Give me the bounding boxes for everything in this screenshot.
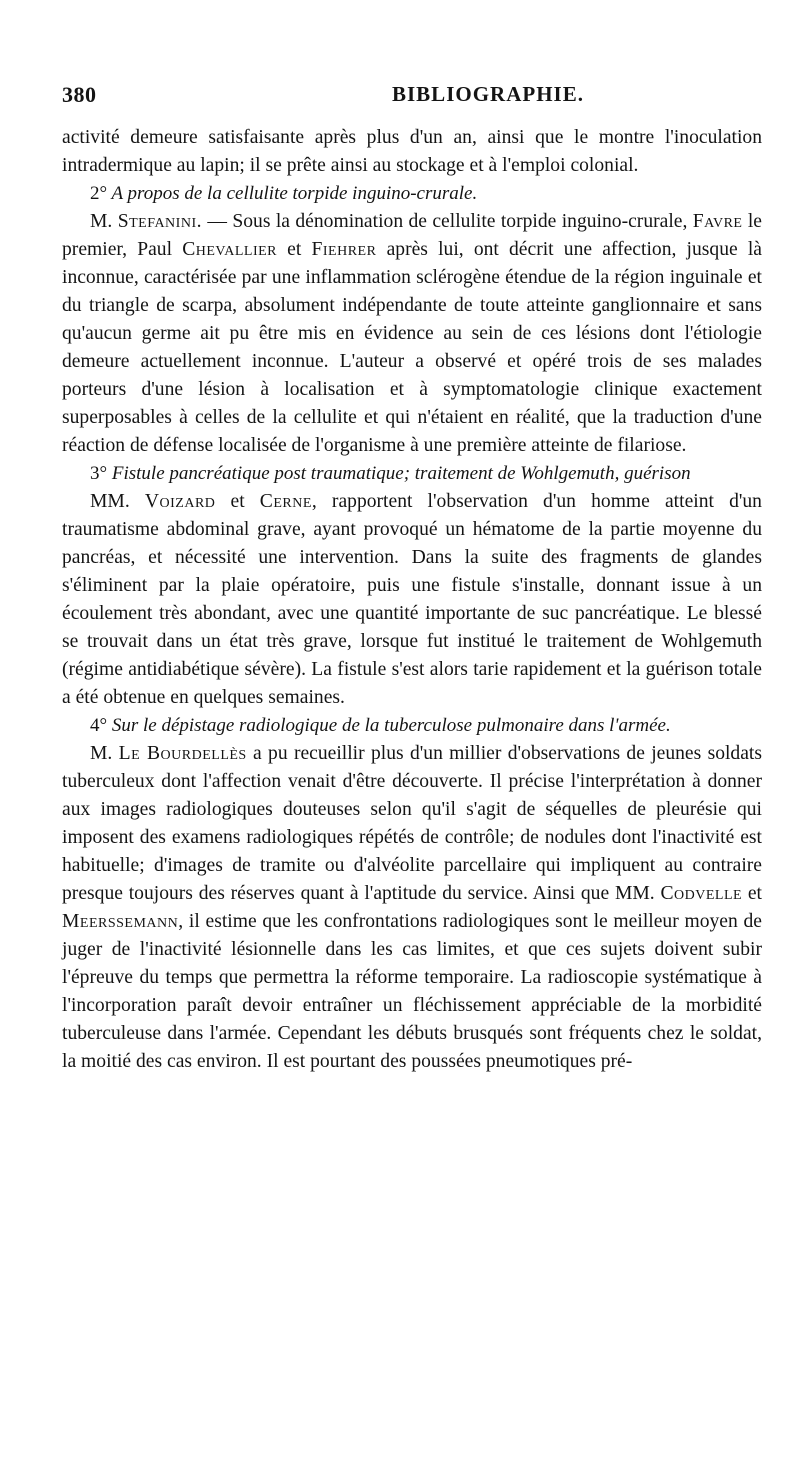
- section-title: A propos de la cellulite torpide inguino-crurale.: [111, 183, 478, 204]
- text-run: , rapportent l'observation d'un homme atteint d'un traumatisme abdominal grave, ayant provoqué un hématome de la partie moyenne du pancréas, et nécessité une intervention. Dans la suite des fragments de glandes s'éliminent par la plaie opératoire, puis une fistule s'installe, donnant issue à un écoulement très abondant, avec une quantité importante de suc pancréatique. Le blessé se trouvait dans un état très grave, lorsque fut institué le traitement de Wohlgemuth (régime antidiabétique sévère). La fistule s'est alors tarie rapidement et la guérison totale a été obtenue en quelques semaines.: [62, 491, 762, 708]
- section-number: 4°: [90, 715, 108, 736]
- text-run: le premier, Paul: [62, 211, 762, 260]
- text-run: MM.: [90, 491, 145, 512]
- author-name: Cerne: [259, 491, 312, 512]
- text-run: et: [277, 239, 312, 260]
- author-name: Meerssemann: [62, 911, 179, 932]
- section-number: 3°: [90, 463, 108, 484]
- text-run: M.: [90, 743, 119, 764]
- page-header: [62, 82, 762, 112]
- text-run: a pu recueillir plus d'un millier d'observations de jeunes soldats tuberculeux dont l'affection venait d'être découverte. Il précise l'interprétation à donner aux images radiologiques douteuses selon qu'il s'agit de séquelles de pleurésie qui imposent des examens radiologiques répétés de contrôle; de nodules dont l'inactivité est habituelle; d'images de tramite ou d'alvéolite parcellaire qui impliquent au contraire presque toujours des réserves quant à l'aptitude du service. Ainsi que MM.: [62, 743, 762, 904]
- text-run: , il estime que les confrontations radiologiques sont le meilleur moyen de juger de l'inactivité lésionnelle dans les cas limites, et que ces sujets doivent subir l'épreuve du temps que permettra la réforme temporaire. La radioscopie systématique à l'incorporation paraît devoir entraîner un fléchissement appréciable de la morbidité tuberculeuse dans l'armée. Cependant les débuts brusqués sont fréquents chez le soldat, la moitié des cas environ. Il est pourtant des poussées pneumotiques pré-: [62, 911, 762, 1072]
- text-run: M.: [90, 211, 118, 232]
- author-name: Voizard: [144, 491, 216, 512]
- text-run: après lui, ont décrit une affection, jusque là inconnue, caractérisée par une inflammation sclérogène étendue de la région inguinale et du triangle de scarpa, absolument indépendante de toute atteinte ganglionnaire et sans qu'aucun germe ait pu être mis en évidence au sein de ces lésions dont l'étiologie demeure actuellement inconnue. L'auteur a observé et opéré trois de ses malades porteurs d'une lésion à localisation et à symptomatologie clinique exactement superposables à celles de la cellulite et qui n'étaient en réalité, que la traduction d'une réaction de défense localisée de l'organisme à une première atteinte de filariose.: [62, 239, 762, 456]
- author-name: Favre: [692, 211, 743, 232]
- paragraph-stefanini: [62, 208, 762, 460]
- paragraph-voizard: [62, 488, 762, 712]
- author-name: Chevallier: [182, 239, 277, 260]
- section-title: Fistule pancréatique post traumatique; traitement de Wohlgemuth, guérison: [111, 463, 691, 484]
- paragraph-le-bourdelles: [62, 740, 762, 1076]
- section-number: 2°: [90, 183, 108, 204]
- running-head: BIBLIOGRAPHIE.: [392, 82, 584, 106]
- text-run: et: [742, 883, 762, 904]
- author-name: Fiehrer: [311, 239, 377, 260]
- section-heading-2: [62, 180, 762, 208]
- paragraph-continued: activité demeure satisfaisante après plus d'un an, ainsi que le montre l'inoculation intradermique au lapin; il se prête ainsi au stockage et à l'emploi colonial.: [62, 127, 762, 176]
- text-run: et: [215, 491, 260, 512]
- section-heading-4: [62, 712, 762, 740]
- text-run: — Sous la dénomination de cellulite torpide inguino-crurale,: [202, 211, 693, 232]
- author-name: Le Bourdellès: [118, 743, 247, 764]
- author-name: Stefanini.: [117, 211, 203, 232]
- author-name: Codvelle: [660, 883, 743, 904]
- page-number: 380: [62, 82, 97, 107]
- section-title: Sur le dépistage radiologique de la tuberculose pulmonaire dans l'armée.: [111, 715, 671, 736]
- body-text: [62, 124, 762, 1076]
- section-heading-3: [62, 460, 762, 488]
